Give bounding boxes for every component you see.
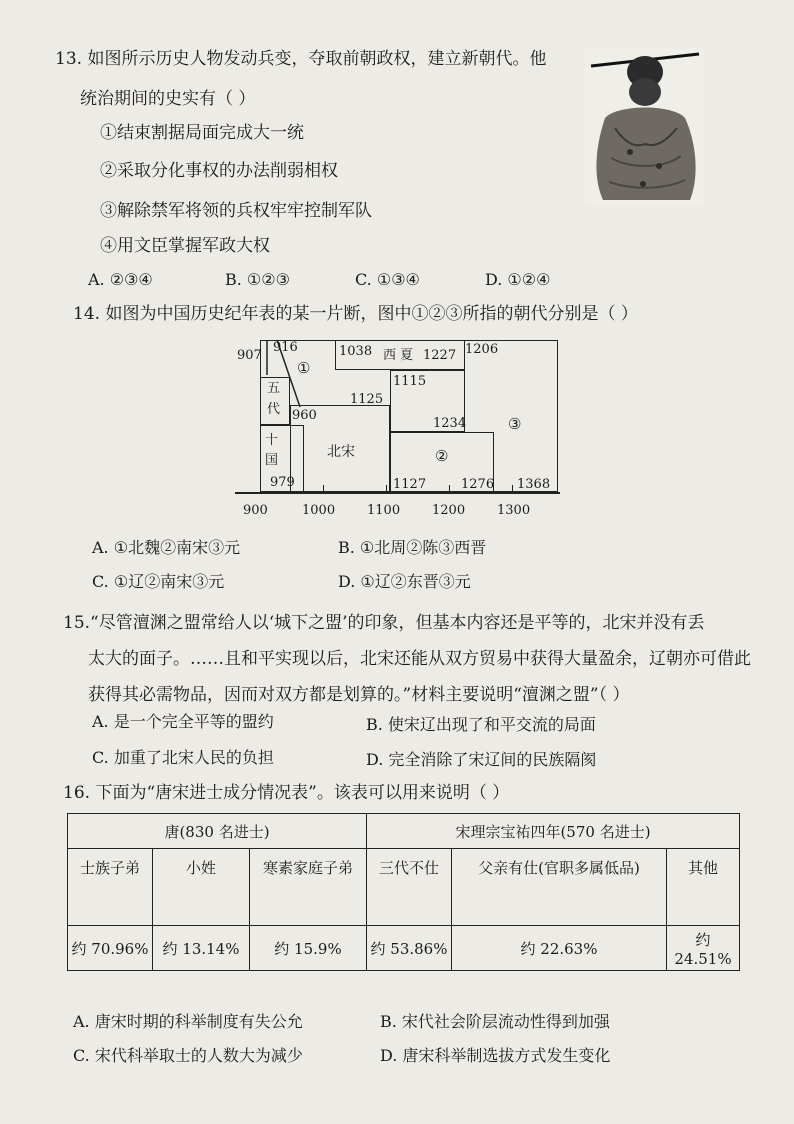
tick-1300 xyxy=(512,485,513,492)
label-circle-3: ③ xyxy=(508,415,522,433)
q16-option-c[interactable]: C. 宋代科举取士的人数大为减少 xyxy=(73,1046,303,1065)
tick-1100 xyxy=(386,485,387,492)
label-979: 979 xyxy=(270,475,295,490)
tang-song-jinshi-table xyxy=(67,813,740,971)
label-907: 907 xyxy=(237,348,262,363)
axis-label-1100: 1100 xyxy=(367,503,401,518)
col-sandai: 三代不仕 xyxy=(367,849,452,926)
emperor-portrait-image xyxy=(585,48,705,206)
label-1115: 1115 xyxy=(393,374,427,389)
label-1206: 1206 xyxy=(465,342,499,357)
label-beisong: 北宋 xyxy=(327,444,355,460)
label-shi: 十 xyxy=(265,433,279,448)
tick-1000 xyxy=(323,485,324,492)
q16-option-a[interactable]: A. 唐宋时期的科举制度有失公允 xyxy=(73,1012,303,1031)
col-shizu: 士族子弟 xyxy=(68,849,153,926)
q15-option-b[interactable]: B. 使宋辽出现了和平交流的局面 xyxy=(366,715,596,734)
q15-stem-line1: 15.“尽管澶渊之盟常给人以‘城下之盟’的印象，但基本内容还是平等的，北宋并没有丢 xyxy=(63,613,705,633)
col-qita: 其他 xyxy=(667,849,740,926)
q16-option-b[interactable]: B. 宋代社会阶层流动性得到加强 xyxy=(380,1012,610,1031)
axis-label-1300: 1300 xyxy=(497,503,531,518)
q15-stem-line3: 获得其必需物品，因而对双方都是划算的。”材料主要说明“澶渊之盟”（ ） xyxy=(88,685,630,705)
col-xiaoxing: 小姓 xyxy=(153,849,250,926)
q13-item-3: ③解除禁军将领的兵权牢牢控制军队 xyxy=(100,201,372,221)
label-circle-1: ① xyxy=(297,359,311,377)
val-hansu: 约 15.9% xyxy=(250,926,367,971)
q14-option-c[interactable]: C. ①辽②南宋③元 xyxy=(92,572,225,591)
q15-option-c[interactable]: C. 加重了北宋人民的负担 xyxy=(92,748,274,767)
label-wu: 五 xyxy=(267,381,281,396)
q13-option-b[interactable]: B. ①②③ xyxy=(225,270,290,289)
q13-option-c[interactable]: C. ①③④ xyxy=(355,270,420,289)
tick-1200 xyxy=(449,485,450,492)
q14-option-d[interactable]: D. ①辽②东晋③元 xyxy=(338,572,471,591)
label-1276: 1276 xyxy=(461,477,495,492)
label-xixia: 西 夏 xyxy=(383,348,414,363)
q14-option-a[interactable]: A. ①北魏②南宋③元 xyxy=(92,538,241,557)
label-circle-2: ② xyxy=(435,447,449,465)
label-960: 960 xyxy=(292,408,317,423)
table-head-tang: 唐(830 名进士) xyxy=(68,814,367,849)
val-fuqin: 约 22.63% xyxy=(452,926,667,971)
axis-label-1200: 1200 xyxy=(432,503,466,518)
timeline-axis xyxy=(235,492,560,494)
dynasty-timeline-diagram xyxy=(225,335,565,525)
q14-stem: 14. 如图为中国历史纪年表的某一片断，图中①②③所指的朝代分别是（ ） xyxy=(73,304,638,324)
val-shizu: 约 70.96% xyxy=(68,926,153,971)
tick-900 xyxy=(260,485,261,492)
axis-label-1000: 1000 xyxy=(302,503,336,518)
q13-item-2: ②采取分化事权的办法削弱相权 xyxy=(100,161,338,181)
q13-item-4: ④用文臣掌握军政大权 xyxy=(100,236,270,256)
val-xiaoxing: 约 13.14% xyxy=(153,926,250,971)
label-1125: 1125 xyxy=(350,392,384,407)
label-1227: 1227 xyxy=(423,348,457,363)
q14-option-b[interactable]: B. ①北周②陈③西晋 xyxy=(338,538,487,557)
q13-stem-line2: 统治期间的史实有（ ） xyxy=(80,89,256,109)
label-guo: 国 xyxy=(265,453,279,468)
q16-option-d[interactable]: D. 唐宋科举制选拔方式发生变化 xyxy=(380,1046,611,1065)
label-1127: 1127 xyxy=(393,477,427,492)
col-hansu: 寒素家庭子弟 xyxy=(250,849,367,926)
val-sandai: 约 53.86% xyxy=(367,926,452,971)
label-1038: 1038 xyxy=(339,344,373,359)
q13-option-a[interactable]: A. ②③④ xyxy=(88,270,153,289)
q13-stem-line1: 13. 如图所示历史人物发动兵变，夺取前朝政权，建立新朝代。他 xyxy=(55,49,547,69)
label-1234: 1234 xyxy=(433,416,467,431)
q15-option-a[interactable]: A. 是一个完全平等的盟约 xyxy=(92,712,274,731)
q13-option-d[interactable]: D. ①②④ xyxy=(485,270,551,289)
label-dai: 代 xyxy=(267,402,281,417)
table-head-song: 宋理宗宝祐四年(570 名进士) xyxy=(367,814,740,849)
col-fuqin: 父亲有仕(官职多属低品) xyxy=(452,849,667,926)
q16-stem: 16. 下面为“唐宋进士成分情况表”。该表可以用来说明（ ） xyxy=(63,783,510,803)
q15-stem-line2: 太大的面子。……且和平实现以后，北宋还能从双方贸易中获得大量盈余，辽朝亦可借此 xyxy=(88,649,751,669)
axis-label-900: 900 xyxy=(243,503,268,518)
label-1368: 1368 xyxy=(517,477,551,492)
label-916: 916 xyxy=(273,340,298,355)
q15-option-d[interactable]: D. 完全消除了宋辽间的民族隔阂 xyxy=(366,750,597,769)
q13-item-1: ①结束割据局面完成大一统 xyxy=(100,123,304,143)
val-qita: 约 24.51% xyxy=(667,926,740,971)
